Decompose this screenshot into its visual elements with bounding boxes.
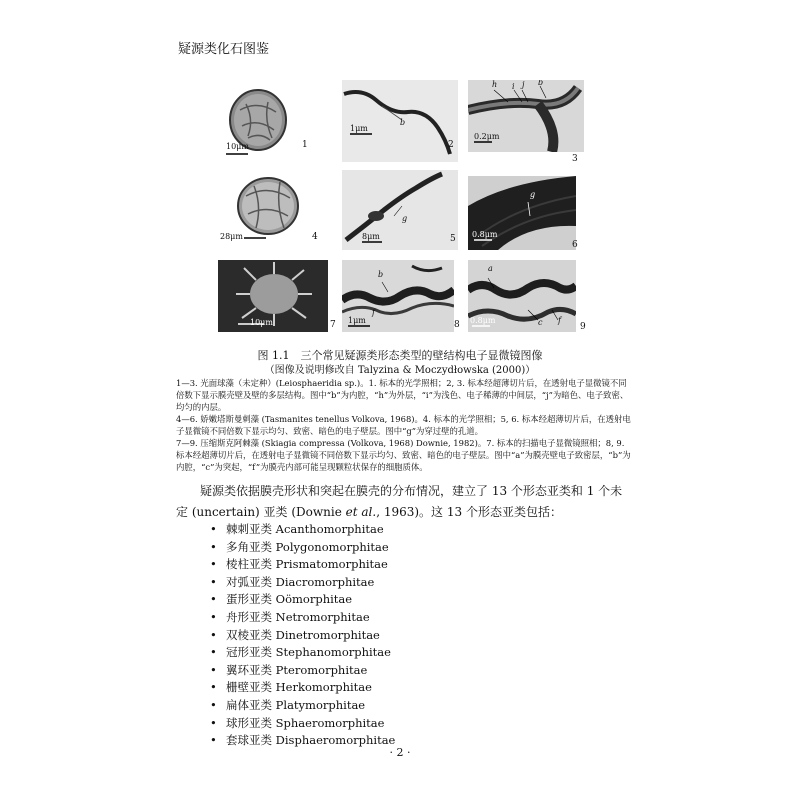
panel-9-label-a: a [488, 264, 493, 273]
panel-3-image [468, 80, 584, 152]
panel-4 [218, 170, 334, 250]
panel-9-number: 9 [580, 322, 586, 332]
bullet-icon: • [210, 574, 217, 589]
body-text-start: 疑源类依据膜壳形状和突起在膜壳的分布情况，建立了 13 个形态亚类和 1 个未定 (uncertain) 亚类 (Downie [176, 484, 623, 519]
figure-caption-title: 图 1.1 三个常见疑源类形态类型的壁结构电子显微镜图像 [257, 349, 543, 362]
panel-6-scale: 0.8μm [472, 230, 498, 239]
bullet-icon: • [210, 557, 217, 572]
list-item [210, 609, 395, 627]
panel-2-number: 2 [448, 140, 454, 150]
list-item [210, 539, 395, 557]
list-item-text: 栅壁亚类 Herkomorphitae [226, 680, 372, 695]
list-item-text: 套球亚类 Disphaeromorphitae [226, 733, 396, 748]
body-text-end: , 1963)。这 13 个形态亚类包括： [376, 505, 562, 519]
panel-2-label-b: b [400, 118, 406, 127]
page-number: · 2 · [389, 746, 411, 759]
panel-7-image [218, 260, 328, 332]
panel-3 [468, 80, 584, 152]
subgroup-list [210, 521, 395, 750]
panel-5-image [342, 170, 458, 250]
panel-9-label-c: c [538, 318, 543, 327]
panel-2-scale: 1μm [350, 124, 368, 133]
list-item [210, 662, 395, 680]
body-paragraph [176, 481, 631, 523]
panel-8-scale: 1μm [348, 316, 366, 325]
panel-9-scale: 0.8μm [470, 316, 496, 325]
bullet-icon: • [210, 645, 217, 660]
running-header: 疑源类化石图鉴 [178, 42, 270, 57]
list-item-text: 多角亚类 Polygonomorphitae [226, 539, 389, 554]
bullet-icon: • [210, 715, 217, 730]
panel-6-number: 6 [572, 240, 578, 250]
figure-note: 4—6. 娇嫩塔斯曼刺藻 (Tasmanites tenellus Volkova, 1968)。4. 标本的光学照相；5, 6. 标本经超薄切片后，在透射电子显微镜不同倍数下显示均匀、致密、暗色的电子壁层。图中“g”为穿过壁的孔道。 [176, 414, 631, 436]
list-item-text: 对弧亚类 Diacromorphitae [226, 574, 375, 589]
panel-1 [218, 80, 334, 162]
bullet-icon: • [210, 592, 217, 607]
list-item-text: 棱柱亚类 Prismatomorphitae [226, 557, 388, 572]
list-item [210, 521, 395, 539]
list-item [210, 591, 395, 609]
bullet-icon: • [210, 609, 217, 624]
list-item [210, 644, 395, 662]
panel-3-label-i: i [512, 82, 515, 91]
panel-5-scale: 8μm [362, 232, 380, 241]
panel-3-label-j: j [522, 80, 525, 89]
figure-caption-subtitle: （图像及说明修改自 Talyzina & Moczydłowska (2000)） [264, 365, 536, 376]
list-item-text: 扁体亚类 Platymorphitae [226, 697, 366, 712]
body-text-italic: et al. [345, 505, 377, 519]
bullet-icon: • [210, 680, 217, 695]
figure-note: 7—9. 压缩斯克阿棘藻 (Skiagia compressa (Volkova, 1968) Downie, 1982)。7. 标本的扫描电子显微镜照相；8, 9. 标本经超薄切片后，在透射电子显微镜不同倍数下显示均匀、致密、暗色的电子壁层。图中“a”为膜壳壁电子致密层，“b”为内腔，“c”为突起，“f”为膜壳内部可能呈现颗粒状保存的细胞质体。 [176, 438, 631, 472]
list-item [210, 556, 395, 574]
bullet-icon: • [210, 662, 217, 677]
panel-8-label-b: b [378, 270, 384, 279]
figure-plate [218, 80, 590, 342]
panel-3-label-b: b [538, 80, 544, 87]
panel-6-label-g: g [530, 190, 536, 199]
figure-note: 1—3. 光面球藻（未定种）(Leiosphaeridia sp.)。1. 标本的光学照相；2, 3. 标本经超薄切片后，在透射电子显微镜不同倍数下显示膜壳壁及壁的多层结构。图中“b”为内腔，“h”为外层，“i”为浅色、电子稀薄的中间层，“j”为暗色、电子致密、均匀的内层。 [176, 378, 629, 412]
panel-9-label-f: f [558, 316, 561, 325]
panel-3-number: 3 [572, 154, 578, 164]
bullet-icon: • [210, 522, 217, 536]
list-item-text: 冠形亚类 Stephanomorphitae [226, 645, 391, 660]
list-item-text: 球形亚类 Sphaeromorphitae [226, 715, 385, 730]
list-item-text: 蛋形亚类 Oömorphitae [226, 592, 353, 607]
list-item [210, 574, 395, 592]
panel-1-number: 1 [302, 140, 308, 150]
list-item [210, 697, 395, 715]
list-item-text: 舟形亚类 Netromorphitae [226, 609, 370, 624]
list-item-text: 棘刺亚类 Acanthomorphitae [226, 522, 384, 536]
bullet-icon: • [210, 733, 217, 748]
panel-8-number: 8 [454, 320, 460, 330]
bullet-icon: • [210, 697, 217, 712]
panel-7 [218, 260, 328, 332]
panel-5-number: 5 [450, 234, 456, 244]
panel-4-number: 4 [312, 232, 318, 242]
panel-1-scale: 10μm [226, 142, 249, 151]
panel-8-label-f: f [372, 308, 375, 317]
panel-7-scale: 10μm [250, 318, 273, 327]
panel-5 [342, 170, 458, 250]
list-item [210, 627, 395, 645]
list-item-text: 双棱亚类 Dinetromorphitae [226, 627, 380, 642]
bullet-icon: • [210, 627, 217, 642]
panel-2 [342, 80, 458, 162]
panel-6 [468, 176, 576, 250]
panel-5-label-g: g [402, 214, 408, 223]
bullet-icon: • [210, 539, 217, 554]
list-item [210, 715, 395, 733]
panel-8 [342, 260, 454, 332]
list-item [210, 679, 395, 697]
panel-3-scale: 0.2μm [474, 132, 500, 141]
figure-notes [176, 377, 631, 473]
list-item-text: 翼环亚类 Pteromorphitae [226, 662, 368, 677]
panel-3-label-h: h [492, 80, 498, 89]
panel-7-number: 7 [330, 320, 336, 330]
panel-4-scale: 28μm [220, 232, 243, 241]
panel-9 [468, 260, 576, 332]
